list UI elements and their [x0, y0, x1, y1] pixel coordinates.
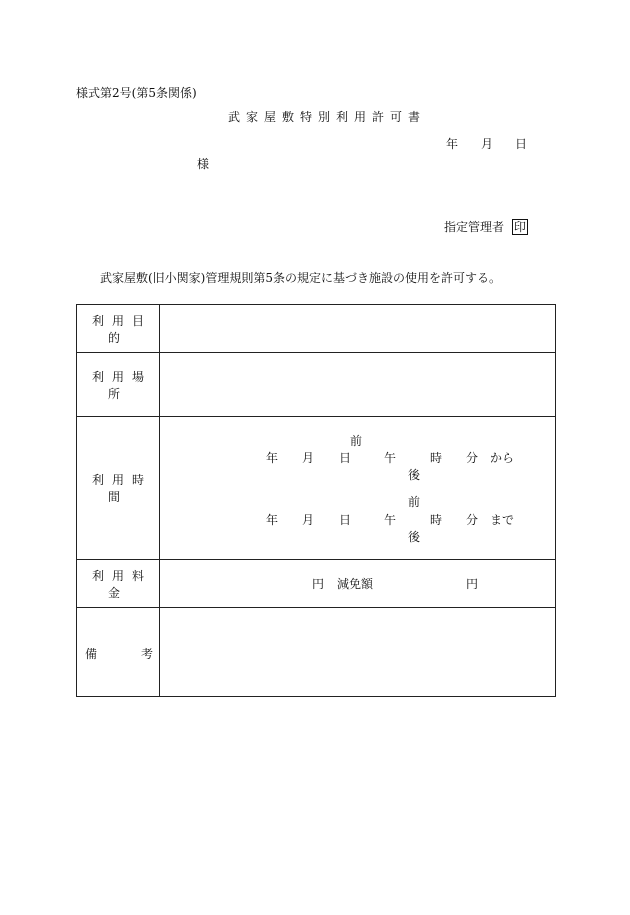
addressee-suffix: 様	[197, 157, 210, 171]
form-number: 様式第2号(第5条関係)	[76, 86, 197, 100]
purpose-value-cell	[160, 305, 556, 353]
table-row-remarks	[77, 608, 556, 697]
table-row-time	[77, 417, 556, 560]
time-label-cell	[77, 417, 160, 560]
fee-label-cell	[77, 560, 160, 608]
time-to-month: 月	[302, 513, 315, 527]
remarks-value-cell	[160, 608, 556, 697]
permission-statement: 武家屋敷(旧小関家)管理規則第5条の規定に基づき施設の使用を許可する。	[100, 271, 502, 285]
time-from-suffix: から	[490, 451, 515, 465]
fee-yen: 円	[312, 577, 325, 591]
time-from-year: 年	[266, 451, 279, 465]
time-to-pm: 後	[408, 530, 421, 544]
place-label-cell	[77, 353, 160, 417]
time-to-year: 年	[266, 513, 279, 527]
table-row-purpose	[77, 305, 556, 353]
time-from-month: 月	[302, 451, 315, 465]
time-from-minute: 分	[466, 451, 479, 465]
fee-value-cell	[160, 560, 556, 608]
remarks-label-cell	[77, 608, 160, 697]
time-from-noon: 午	[384, 451, 397, 465]
time-to-suffix: まで	[490, 513, 515, 527]
time-label: 利用時間	[91, 473, 152, 504]
place-label: 利用場所	[91, 369, 152, 401]
time-from-day: 日	[339, 451, 352, 465]
document-title: 武家屋敷特別利用許可書	[228, 110, 427, 124]
time-value-cell	[160, 417, 556, 560]
time-from-hour: 時	[430, 451, 443, 465]
fee-label: 利用料金	[91, 568, 152, 600]
remarks-label-right: 考	[140, 647, 153, 661]
date-year: 年	[446, 137, 459, 151]
purpose-label-cell	[77, 305, 160, 353]
table-row-fee	[77, 560, 556, 608]
seal-mark: 印	[513, 220, 526, 234]
permit-table	[76, 304, 556, 697]
date-month: 月	[481, 137, 494, 151]
table-row-place	[77, 353, 556, 417]
reduction-yen: 円	[466, 577, 479, 591]
reduction-label: 減免額	[337, 577, 374, 591]
time-to-noon: 午	[384, 513, 397, 527]
date-day: 日	[515, 137, 528, 151]
time-from-am: 前	[350, 434, 363, 448]
issuer-line	[444, 219, 528, 235]
time-to-am: 前	[408, 495, 421, 509]
place-value-cell	[160, 353, 556, 417]
time-from-pm: 後	[408, 468, 421, 482]
issuer-label: 指定管理者	[444, 220, 505, 234]
time-to-minute: 分	[466, 513, 479, 527]
remarks-label-left: 備	[85, 647, 98, 661]
time-to-hour: 時	[430, 513, 443, 527]
purpose-label: 利用目的	[91, 313, 152, 345]
time-to-day: 日	[339, 513, 352, 527]
